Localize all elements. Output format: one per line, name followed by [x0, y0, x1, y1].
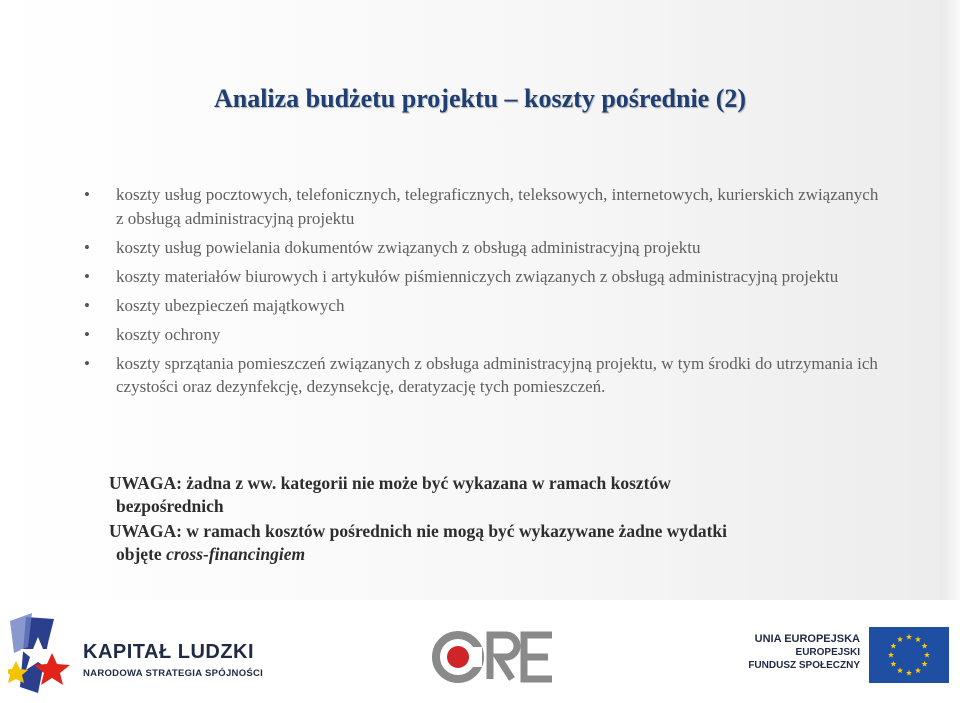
bullet-item	[84, 236, 884, 260]
eu-fund-line: EUROPEJSKI	[795, 647, 860, 658]
bullet-dot: •	[84, 185, 90, 204]
kapital-ludzki-subtitle: NARODOWA STRATEGIA SPÓJNOŚCI	[83, 668, 264, 679]
eu-title: UNIA EUROPEJSKA	[754, 633, 860, 645]
eu-fund-line: FUNDUSZ SPOŁECZNY	[748, 660, 860, 671]
bullet-text: koszty sprzątania pomieszczeń związanych z obsługa administracyjną projektu, w tym środki do utrzymania ich czystości oraz dezynfekcję, dezynsekcję, deratyzację tych pomieszczeń.	[116, 353, 878, 396]
bullet-dot: •	[84, 237, 90, 257]
warning-note	[109, 520, 899, 566]
bullet-text: koszty ubezpieczeń majątkowych	[116, 295, 345, 315]
bullet-item	[84, 323, 884, 347]
warning-note-italic: cross-financingiem	[166, 544, 306, 564]
bullet-dot: •	[84, 324, 90, 344]
warning-note-text: bezpośrednich	[116, 496, 224, 516]
bullet-item	[84, 265, 884, 289]
bullet-text: koszty ochrony	[116, 324, 221, 344]
eu-flag-icon	[869, 627, 949, 683]
slide-title: Analiza budżetu projektu – koszty pośrednie (2)	[213, 84, 747, 113]
bullet-dot: •	[84, 353, 90, 373]
warning-note-text: objęte	[116, 544, 167, 564]
bullet-item	[84, 183, 884, 230]
ore-logo	[428, 627, 558, 687]
warning-note-continuation	[109, 495, 899, 518]
warning-note	[109, 472, 899, 518]
bullet-text: koszty materiałów biurowych i artykułów piśmienniczych związanych z obsługą administracyjną projektu	[116, 266, 839, 286]
kapital-ludzki-title: KAPITAŁ LUDZKI	[83, 641, 255, 663]
bullet-list	[84, 183, 884, 404]
bullet-item	[84, 294, 884, 318]
kapital-ludzki-logo-text	[83, 641, 263, 679]
bullet-text: koszty usług pocztowych, telefonicznych, telegraficznych, teleksowych, internetowych, kurierskich związanych z obsługą administracyjną projektu	[116, 185, 879, 228]
warning-note-line: UWAGA: w ramach kosztów pośrednich nie mogą być wykazywane żadne wydatki	[109, 521, 728, 541]
logo-footer	[0, 605, 960, 703]
warning-note-continuation	[109, 543, 899, 566]
eu-logo-text	[748, 633, 860, 671]
bullet-dot: •	[84, 295, 90, 315]
kapital-ludzki-star-logo	[8, 613, 78, 693]
bullet-text: koszty usług powielania dokumentów związanych z obsługą administracyjną projektu	[116, 237, 701, 257]
bullet-dot: •	[84, 266, 90, 286]
bullet-item	[84, 352, 884, 399]
notes-block	[109, 472, 899, 568]
warning-note-line: UWAGA: żadna z ww. kategorii nie może być wykazana w ramach kosztów	[109, 473, 671, 493]
